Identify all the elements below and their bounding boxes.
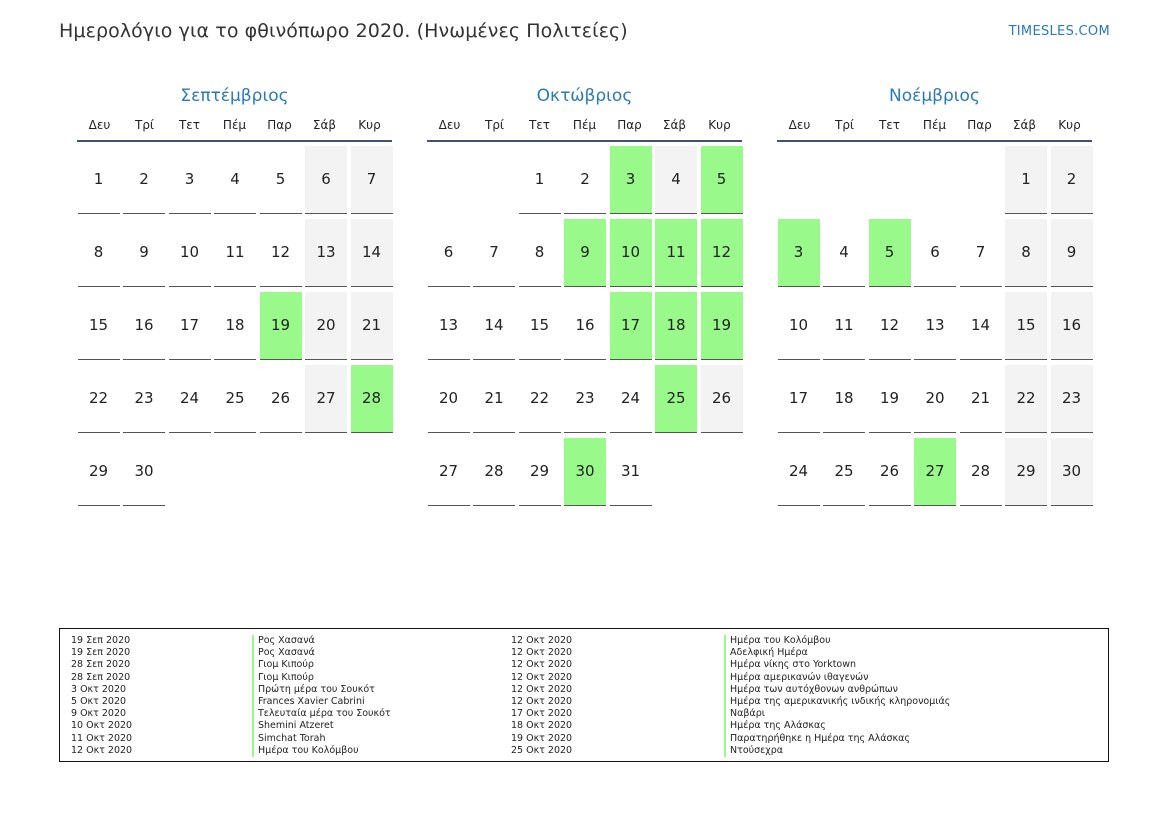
- day-cell: 1: [78, 146, 120, 214]
- day-cell: 9: [123, 219, 165, 287]
- legend-date: 9 Οκτ 2020: [71, 708, 127, 720]
- weekday-label: Κυρ: [358, 118, 381, 132]
- holiday-day-cell: 3: [610, 146, 652, 214]
- legend-date: 28 Σεπ 2020: [71, 659, 131, 671]
- legend-date: 19 Σεπ 2020: [71, 635, 131, 646]
- legend-date: 25 Οκτ 2020: [511, 744, 573, 756]
- day-cell: 17: [169, 292, 211, 360]
- legend-holiday-name: Ρος Χασανά: [252, 635, 391, 647]
- day-cell: 4: [655, 146, 697, 214]
- day-cell: 21: [473, 365, 515, 433]
- day-cell: 16: [123, 292, 165, 360]
- day-cell: 6: [305, 146, 347, 214]
- day-cell: 22: [78, 365, 120, 433]
- legend-holiday-name: Simchat Torah: [252, 733, 391, 745]
- holiday-day-cell: 12: [701, 219, 743, 287]
- weekday-label: Τρί: [484, 118, 504, 132]
- legend-holiday-name: Ημέρα της Αλάσκας: [724, 720, 950, 732]
- legend-names-right: [724, 635, 950, 757]
- legend-date: 12 Οκτ 2020: [511, 671, 573, 683]
- legend-holiday-name: Ναβάρι: [724, 708, 950, 720]
- holiday-legend: [59, 628, 1109, 762]
- holiday-day-cell: 18: [655, 292, 697, 360]
- day-cell: 25: [214, 365, 256, 433]
- day-cell: 21: [960, 365, 1002, 433]
- page-title: Ημερολόγιο για το φθινόπωρο 2020. (Ηνωμένες Πολιτείες): [59, 20, 628, 42]
- weekday-label: Τετ: [178, 118, 201, 132]
- day-cell: 6: [428, 219, 470, 287]
- day-cell: 8: [1005, 219, 1047, 287]
- weekday-label: Παρ: [267, 118, 292, 132]
- weekday-header: [77, 118, 392, 142]
- day-cell: 4: [214, 146, 256, 214]
- day-cell: 14: [960, 292, 1002, 360]
- legend-date: 12 Οκτ 2020: [511, 683, 573, 695]
- day-cell: 19: [869, 365, 911, 433]
- day-cell: 7: [960, 219, 1002, 287]
- legend-holiday-name: Ημέρα νίκης στο Yorktown: [724, 659, 950, 671]
- weekday-label: Παρ: [617, 118, 642, 132]
- day-cell: 27: [428, 438, 470, 506]
- day-cell: 15: [78, 292, 120, 360]
- day-cell: 28: [960, 438, 1002, 506]
- legend-holiday-name: Ημέρα της αμερικανικής ινδικής κληρονομιάς: [724, 696, 950, 708]
- day-cell: 22: [1005, 365, 1047, 433]
- legend-dates-left: [71, 635, 132, 757]
- day-cell: 2: [123, 146, 165, 214]
- weekday-label: Πέμ: [222, 118, 247, 132]
- weekday-label: Σάβ: [312, 118, 337, 132]
- legend-holiday-name: Ημέρα του Κολόμβου: [724, 635, 950, 647]
- day-cell: 1: [519, 146, 561, 214]
- month-title: Σεπτέμβριος: [180, 86, 289, 106]
- legend-date: 10 Οκτ 2020: [71, 720, 133, 732]
- holiday-day-cell: 30: [564, 438, 606, 506]
- day-cell: 6: [914, 219, 956, 287]
- month-calendar: [427, 84, 742, 480]
- weekday-label: Τετ: [878, 118, 901, 132]
- day-cell: 29: [1005, 438, 1047, 506]
- holiday-day-cell: 27: [914, 438, 956, 506]
- weekday-header: [427, 118, 742, 142]
- day-cell: 16: [1051, 292, 1093, 360]
- holiday-day-cell: 28: [351, 365, 393, 433]
- legend-date: 12 Οκτ 2020: [71, 744, 133, 756]
- weekday-label: Δευ: [788, 118, 811, 132]
- legend-holiday-name: Ημέρα αμερικανών ιθαγενών: [724, 672, 950, 684]
- holiday-day-cell: 25: [655, 365, 697, 433]
- day-cell: 8: [78, 219, 120, 287]
- weekday-label: Σάβ: [1012, 118, 1037, 132]
- day-cell: 24: [778, 438, 820, 506]
- weekday-label: Σάβ: [662, 118, 687, 132]
- weekday-label: Κυρ: [1058, 118, 1081, 132]
- legend-holiday-name: Γιομ Κιπούρ: [252, 672, 391, 684]
- day-cell: 28: [473, 438, 515, 506]
- legend-date: 19 Οκτ 2020: [511, 732, 573, 744]
- day-cell: 26: [701, 365, 743, 433]
- day-cell: 20: [428, 365, 470, 433]
- legend-holiday-name: Ντούσεχρα: [724, 745, 950, 757]
- day-cell: 23: [564, 365, 606, 433]
- legend-date: 12 Οκτ 2020: [511, 659, 573, 671]
- day-cell: 15: [1005, 292, 1047, 360]
- day-cell: 13: [305, 219, 347, 287]
- day-cell: 18: [214, 292, 256, 360]
- site-link[interactable]: TIMESLES.COM: [1008, 24, 1110, 39]
- legend-date: 28 Σεπ 2020: [71, 671, 131, 683]
- weekday-label: Πέμ: [572, 118, 597, 132]
- day-cell: 27: [305, 365, 347, 433]
- legend-holiday-name: Ημέρα του Κολόμβου: [252, 745, 391, 757]
- day-cell: 18: [823, 365, 865, 433]
- day-cell: 2: [564, 146, 606, 214]
- day-cell: 10: [169, 219, 211, 287]
- legend-date: 12 Οκτ 2020: [511, 695, 573, 707]
- day-cell: 7: [473, 219, 515, 287]
- legend-holiday-name: Τελευταία μέρα του Σουκότ: [252, 708, 391, 720]
- holiday-day-cell: 3: [778, 219, 820, 287]
- legend-names-left: [252, 635, 391, 757]
- day-cell: 15: [519, 292, 561, 360]
- legend-date: 12 Οκτ 2020: [511, 635, 573, 646]
- day-cell: 14: [473, 292, 515, 360]
- day-cell: 24: [169, 365, 211, 433]
- day-cell: 23: [123, 365, 165, 433]
- weekday-label: Παρ: [967, 118, 992, 132]
- legend-date: 12 Οκτ 2020: [511, 647, 573, 659]
- legend-date: 18 Οκτ 2020: [511, 720, 573, 732]
- legend-holiday-name: Παρατηρήθηκε η Ημέρα της Αλάσκας: [724, 733, 950, 745]
- weekday-label: Τετ: [528, 118, 551, 132]
- legend-holiday-name: Γιομ Κιπούρ: [252, 659, 391, 671]
- legend-date: 5 Οκτ 2020: [71, 695, 127, 707]
- day-cell: 10: [778, 292, 820, 360]
- legend-date: 17 Οκτ 2020: [511, 708, 573, 720]
- legend-date: 3 Οκτ 2020: [71, 683, 127, 695]
- day-cell: 17: [778, 365, 820, 433]
- day-cell: 3: [169, 146, 211, 214]
- day-cell: 5: [260, 146, 302, 214]
- day-cell: 13: [428, 292, 470, 360]
- day-cell: 12: [869, 292, 911, 360]
- day-cell: 20: [914, 365, 956, 433]
- weekday-label: Πέμ: [922, 118, 947, 132]
- day-cell: 11: [823, 292, 865, 360]
- legend-holiday-name: Ρος Χασανά: [252, 647, 391, 659]
- weekday-label: Κυρ: [708, 118, 731, 132]
- day-cell: 21: [351, 292, 393, 360]
- day-cell: 8: [519, 219, 561, 287]
- day-cell: 14: [351, 219, 393, 287]
- holiday-day-cell: 9: [564, 219, 606, 287]
- month-calendar: [777, 84, 1092, 480]
- day-cell: 1: [1005, 146, 1047, 214]
- day-cell: 24: [610, 365, 652, 433]
- day-cell: 2: [1051, 146, 1093, 214]
- day-cell: 30: [1051, 438, 1093, 506]
- holiday-day-cell: 19: [260, 292, 302, 360]
- legend-holiday-name: Αδελφική Ημέρα: [724, 647, 950, 659]
- holiday-day-cell: 19: [701, 292, 743, 360]
- day-cell: 16: [564, 292, 606, 360]
- weekday-label: Τρί: [834, 118, 854, 132]
- day-cell: 26: [260, 365, 302, 433]
- weekday-label: Τρί: [134, 118, 154, 132]
- weekday-label: Δευ: [88, 118, 111, 132]
- holiday-day-cell: 11: [655, 219, 697, 287]
- legend-dates-right: [511, 635, 572, 757]
- weekday-header: [777, 118, 1092, 142]
- weekday-label: Δευ: [438, 118, 461, 132]
- holiday-day-cell: 5: [701, 146, 743, 214]
- day-cell: 31: [610, 438, 652, 506]
- day-cell: 12: [260, 219, 302, 287]
- legend-holiday-name: Shemini Atzeret: [252, 720, 391, 732]
- day-cell: 25: [823, 438, 865, 506]
- day-cell: 29: [519, 438, 561, 506]
- day-cell: 4: [823, 219, 865, 287]
- day-cell: 22: [519, 365, 561, 433]
- legend-date: 11 Οκτ 2020: [71, 732, 133, 744]
- day-cell: 13: [914, 292, 956, 360]
- day-cell: 11: [214, 219, 256, 287]
- legend-date: 19 Σεπ 2020: [71, 647, 131, 659]
- month-title: Οκτώβριος: [536, 86, 633, 106]
- holiday-day-cell: 5: [869, 219, 911, 287]
- month-calendar: [77, 84, 392, 480]
- legend-holiday-name: Ημέρα των αυτόχθονων ανθρώπων: [724, 684, 950, 696]
- day-cell: 20: [305, 292, 347, 360]
- holiday-day-cell: 10: [610, 219, 652, 287]
- legend-holiday-name: Frances Xavier Cabrini: [252, 696, 391, 708]
- legend-holiday-name: Πρώτη μέρα του Σουκότ: [252, 684, 391, 696]
- day-cell: 29: [78, 438, 120, 506]
- day-cell: 23: [1051, 365, 1093, 433]
- day-cell: 9: [1051, 219, 1093, 287]
- holiday-day-cell: 17: [610, 292, 652, 360]
- day-cell: 26: [869, 438, 911, 506]
- month-title: Νοέμβριος: [889, 86, 980, 106]
- day-cell: 30: [123, 438, 165, 506]
- day-cell: 7: [351, 146, 393, 214]
